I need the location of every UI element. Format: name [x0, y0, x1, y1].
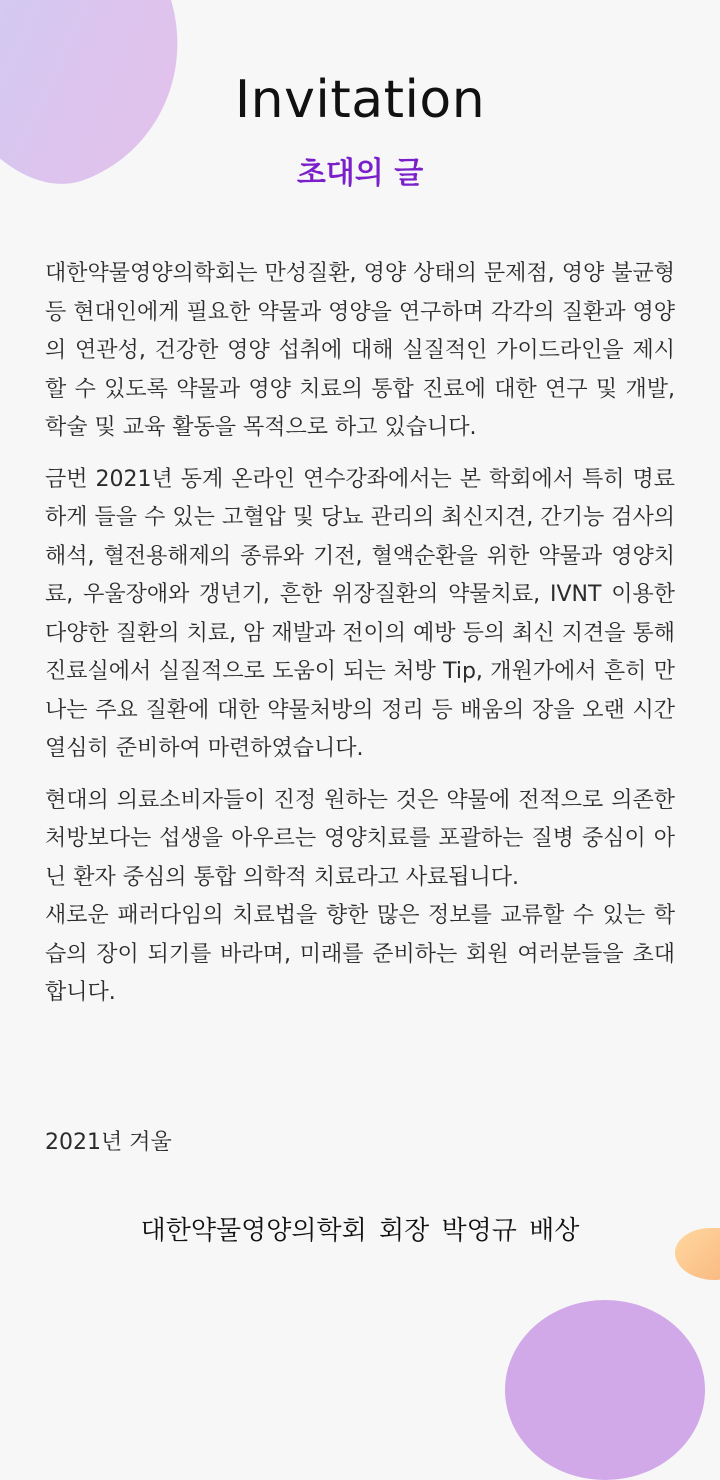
date-line: 2021년 겨울 — [45, 1130, 172, 1155]
page-subtitle: 초대의 글 — [296, 156, 424, 191]
invitation-body — [45, 255, 675, 1026]
paragraph-invitation: 새로운 패러다임의 치료법을 향한 많은 정보를 교류할 수 있는 학습의 장이 되기를 바라며, 미래를 준비하는 회원 여러분들을 초대합니다. — [45, 903, 675, 1005]
signature-line: 대한약물영양의학회 회장 박영규 배상 — [140, 1216, 580, 1246]
paragraph-intro: 대한약물영양의학회는 만성질환, 영양 상태의 문제점, 영양 불균형 등 현대인에게 필요한 약물과 영양을 연구하며 각각의 질환과 영양의 연관성, 건강한 영양 섭취에 대해 실질적인 가이드라인을 제시할 수 있도록 약물과 영양 치료의 통합 진료에 대한 연구 및 개발, 학술 및 교육 활동을 목적으로 하고 있습니다. — [45, 261, 675, 440]
paragraph-program: 금번 2021년 동계 온라인 연수강좌에서는 본 학회에서 특히 명료하게 들을 수 있는 고혈압 및 당뇨 관리의 최신지견, 간기능 검사의 해석, 혈전용해제의 종류와 기전, 혈액순환을 위한 약물과 영양치료, 우울장애와 갱년기, 흔한 위장질환의 약물치료, IVNT 이용한 다양한 질환의 치료, 암 재발과 전이의 예방 등의 최신 지견을 통해 진료실에서 실질적으로 도움이 되는 처방 Tip, 개원가에서 흔히 만나는 주요 질환에 대한 약물처방의 정리 등 배움의 장을 오랜 시간 열심히 준비하여 마련하였습니다. — [45, 466, 675, 761]
decorative-blob-bottom — [505, 1300, 705, 1480]
paragraph-vision: 현대의 의료소비자들이 진정 원하는 것은 약물에 전적으로 의존한 처방보다는 섭생을 아우르는 영양치료를 포괄하는 질병 중심이 아닌 환자 중심의 통합 의학적 치료라고 사료됩니다. — [45, 787, 675, 890]
page-title: Invitation — [234, 70, 486, 130]
